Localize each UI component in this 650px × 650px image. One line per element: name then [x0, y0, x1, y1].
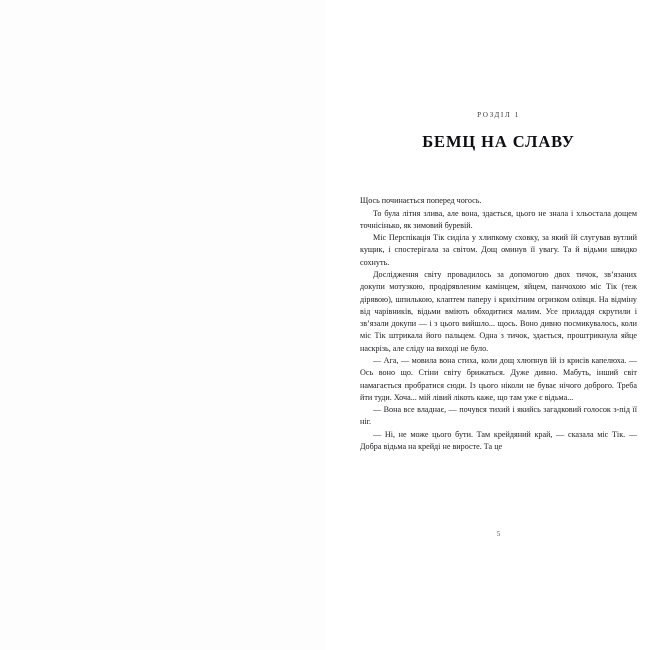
body-paragraph: Дослідження світу провадилось за допомогою двох тичок, зв’язаних докупи мотузкою, продірявленим камінцем, яйцем, панчохою міс Тік (теж дірявою), шпилькою, клаптем паперу і крихітним огризком олівця. На відміну від чарівників, відьми вміють обходитися малим. Усе приладдя скрутили і зв’язали докупи — і з цього вийшло... щось. Воно дивно посмикувалось, коли міс Тік штрикала його пальцем. Одна з тичок, здається, проштрикнула яйце наскрізь, але сліду на виході не було. [360, 270, 637, 353]
chapter-label: РОЗДІЛ 1 [477, 111, 520, 119]
body-text [360, 195, 637, 453]
page-right [325, 0, 650, 650]
body-paragraph: — Вона все владнає, — почувся тихий і якийсь загадковий голосок з-під її ніг. [360, 405, 637, 427]
body-paragraph: — Ні, не може цього бути. Там крейдяний край, — сказала міс Тік. — Добра відьма на крейді не виросте. Та це [360, 429, 637, 451]
page-number: 5 [496, 530, 501, 538]
body-paragraph: Щось починається поперед чогось. [360, 196, 482, 206]
body-paragraph: Міс Перспікація Тік сиділа у хлипкому сховку, за який їй слугував вутлий кущик, і спостерігала за світом. Дощ оминув її увагу. Та й відьми швидко сохнуть. [360, 233, 637, 267]
body-paragraph: То була літня злива, але вона, здається, цього не знала і хльостала дощем точнісінько, як зимовий буревій. [360, 208, 637, 230]
body-paragraph: — Ага, — мовила вона стиха, коли дощ хлюпнув їй із крисів капелюха. — Ось воно що. Стіни світу брижаться. Дуже дивно. Мабуть, інший світ намагається пробратися сюди. Із цього ніколи не буває нічого доброго. Треба йти туди. Хоча... мій лівий лікоть каже, що там уже є відьма... [360, 356, 637, 402]
chapter-title: БЕМЦ НА СЛАВУ [422, 132, 575, 152]
text-column [360, 112, 637, 453]
